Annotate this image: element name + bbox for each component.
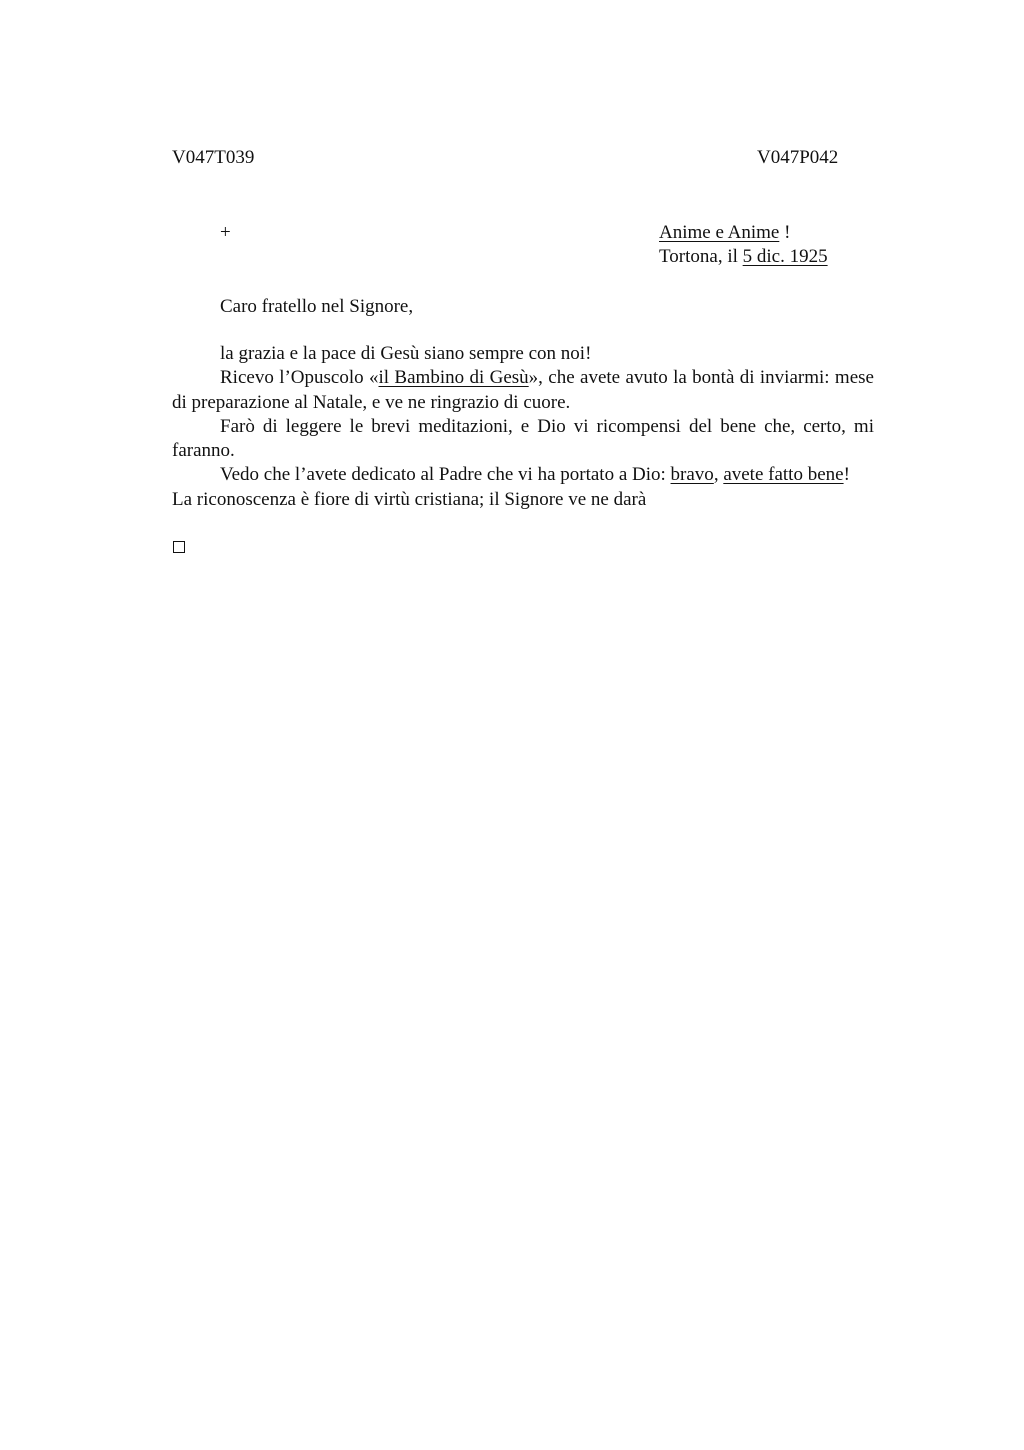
end-marker-checkbox[interactable] xyxy=(173,541,185,553)
paragraph-gratitude: La riconoscenza è fiore di virtù cristiana; il Signore ve ne darà xyxy=(172,488,647,510)
place-date-line xyxy=(659,245,828,269)
motto-line xyxy=(659,221,790,245)
letter-body xyxy=(172,342,874,512)
place-prefix: Tortona, il xyxy=(659,246,743,267)
avete-fatto-bene-link[interactable]: avete fatto bene xyxy=(723,464,844,486)
letter-date: 5 dic. 1925 xyxy=(742,246,828,267)
paragraph-dedication xyxy=(172,463,874,487)
bravo-link[interactable]: bravo xyxy=(670,464,714,486)
motto-link[interactable]: Anime e Anime xyxy=(659,222,780,243)
book-title-link[interactable]: il Bambino di Gesù xyxy=(378,367,529,389)
paragraph-opuscolo-end: », che avete avuto la bontà di inviarmi: mese di preparazione al Natale, e ve ne ringrazio di cuore. xyxy=(172,367,874,413)
paragraph-dedication-start: Vedo che l’avete dedicato al Padre che vi ha portato a Dio: xyxy=(220,464,671,486)
salutation: Caro fratello nel Signore, xyxy=(220,296,414,317)
document-code-right: V047P042 xyxy=(757,147,839,168)
paragraph-meditations: Farò di leggere le brevi meditazioni, e Dio vi ricompensi del bene che, certo, mi faranno. xyxy=(172,415,874,462)
comma-separator: , xyxy=(713,464,724,486)
document-code-left: V047T039 xyxy=(172,147,255,168)
paragraph-opuscolo xyxy=(172,366,874,415)
paragraph-greeting: la grazia e la pace di Gesù siano sempre con noi! xyxy=(220,343,592,364)
cross-symbol: + xyxy=(220,222,231,243)
exclamation: ! xyxy=(843,464,850,486)
motto-punctuation: ! xyxy=(779,222,791,243)
paragraph-opuscolo-start: Ricevo l’Opuscolo « xyxy=(220,367,379,389)
